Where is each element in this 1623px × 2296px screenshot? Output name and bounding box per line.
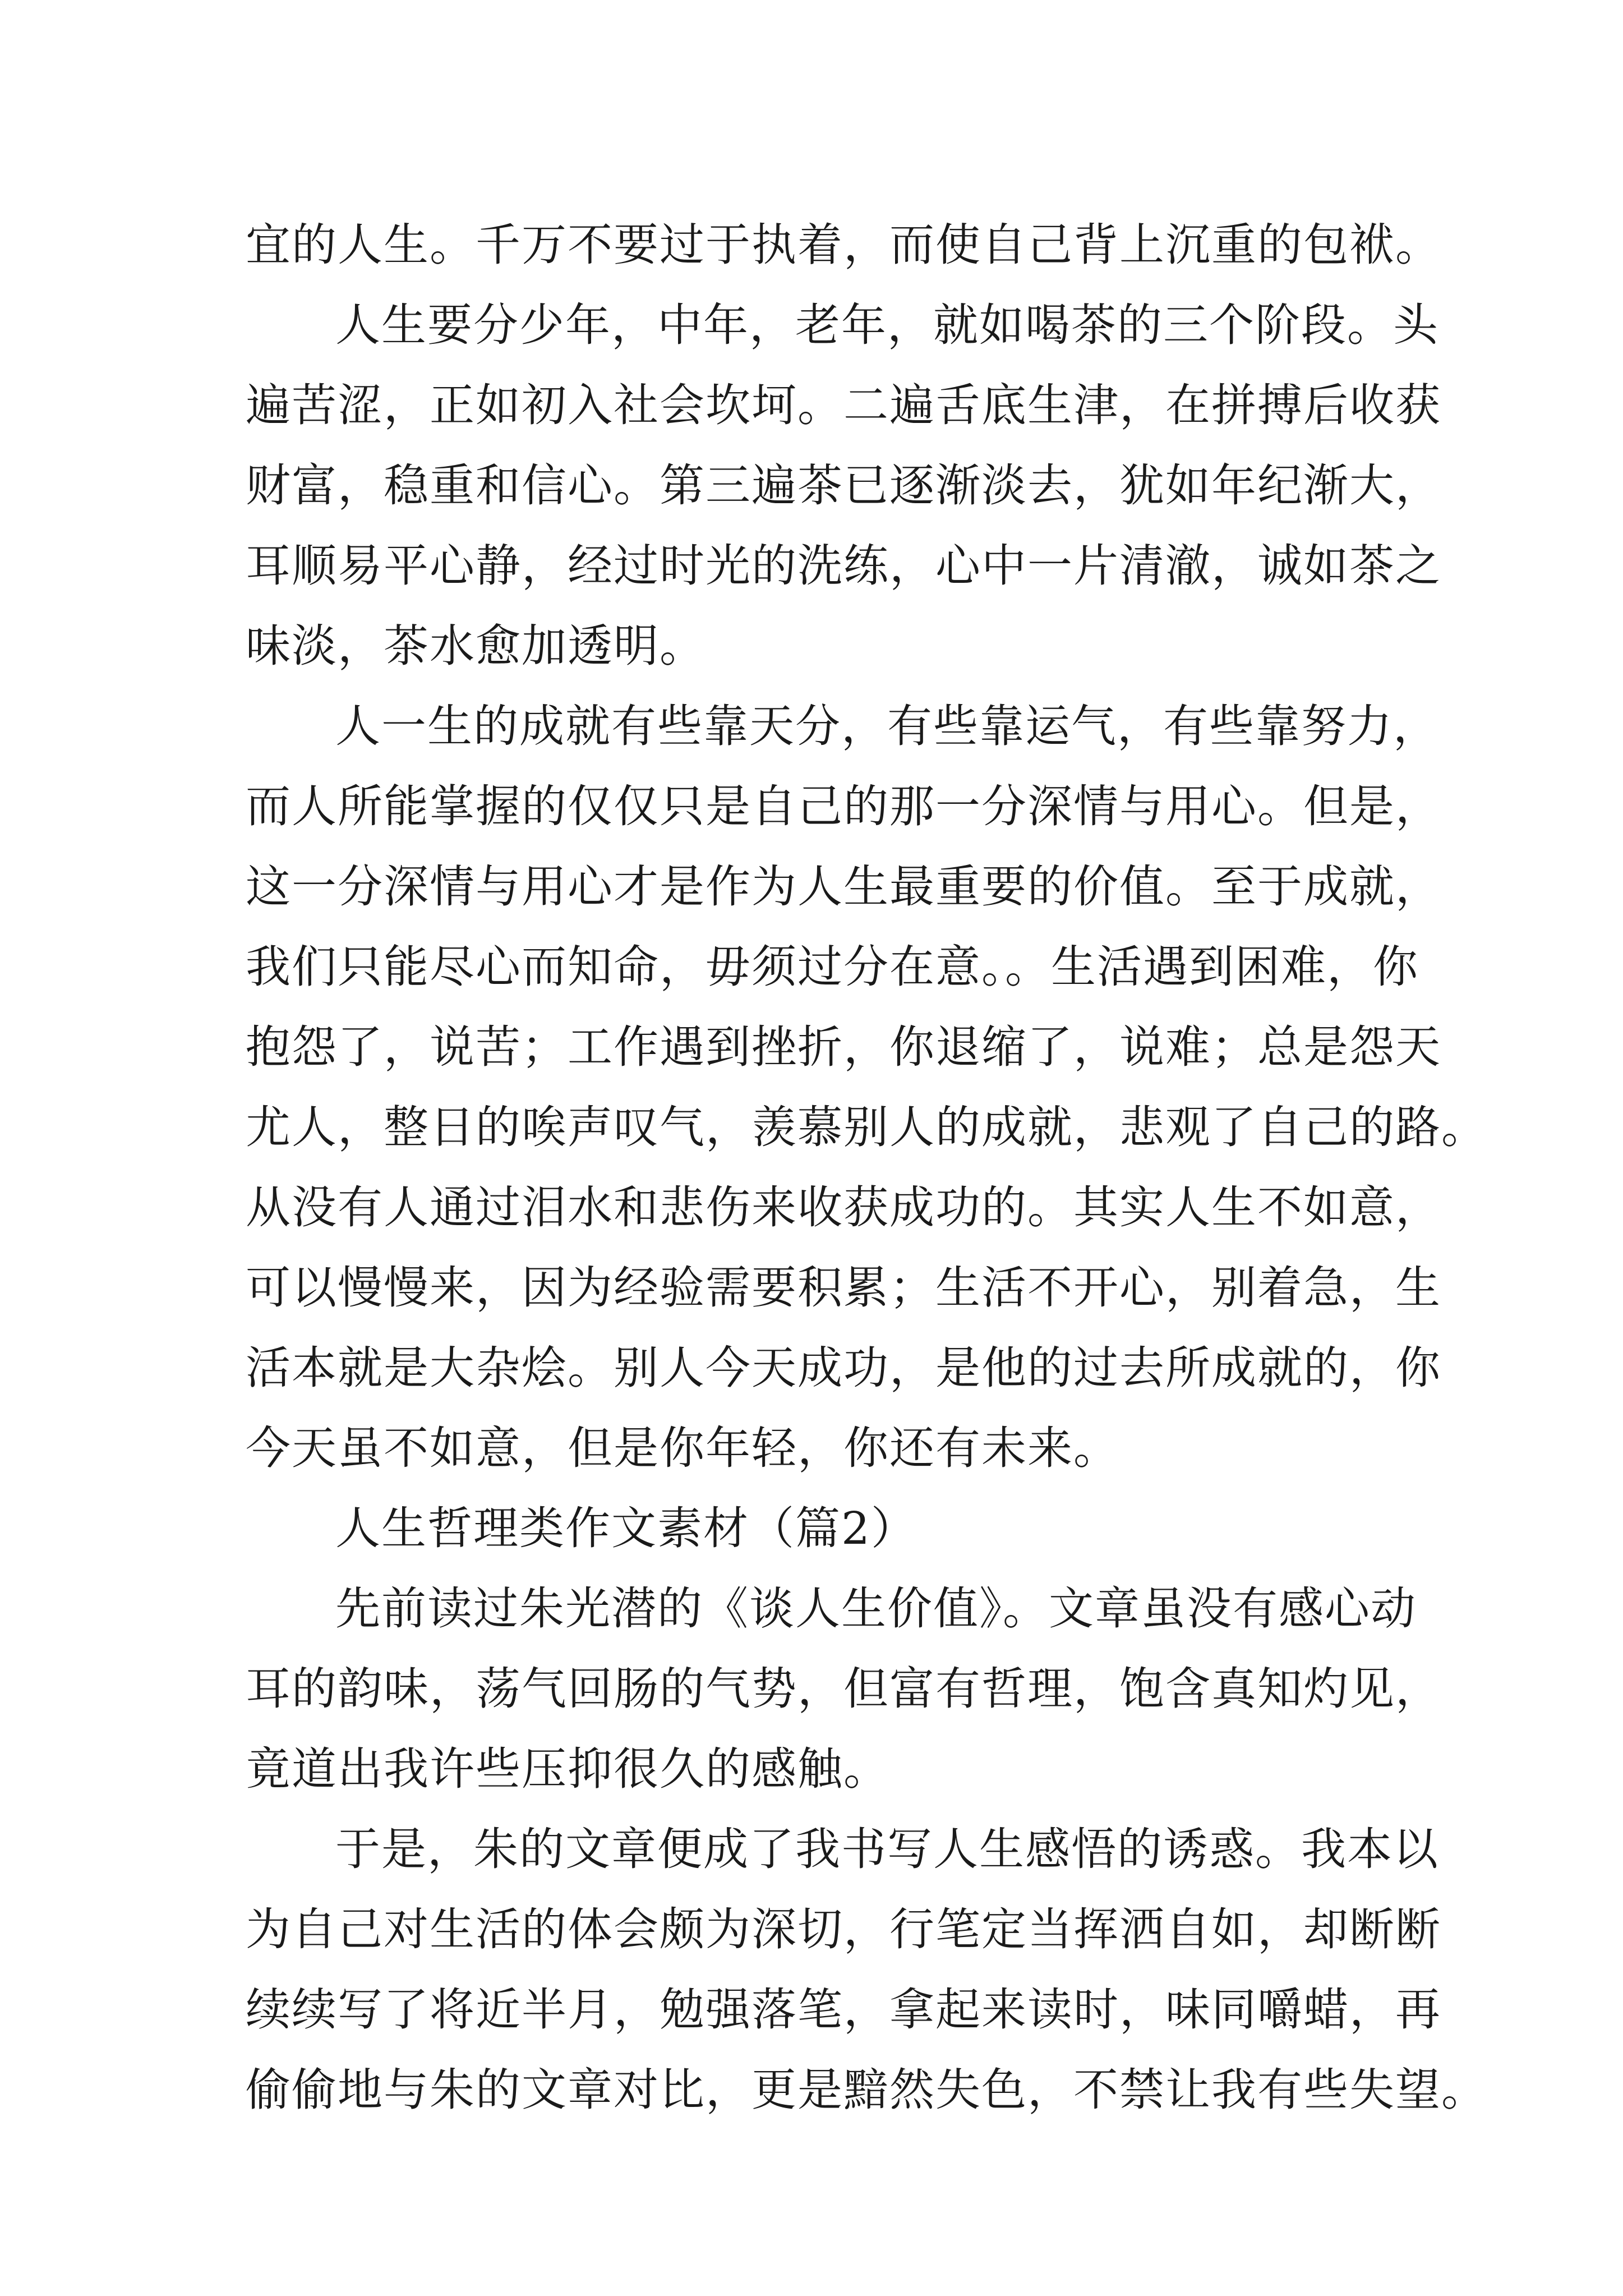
text-line: 续续写了将近半月，勉强落笔，拿起来读时，味同嚼蜡，再 xyxy=(246,1984,1441,2036)
text-line: 偷偷地与朱的文章对比，更是黯然失色，不禁让我有些失望。 xyxy=(246,2064,1487,2116)
text-line: 宜的人生。千万不要过于执着，而使自己背上沉重的包袱。 xyxy=(246,219,1441,271)
text-line: 于是，朱的文章便成了我书写人生感悟的诱惑。我本以 xyxy=(335,1823,1439,1875)
text-line: 尤人，整日的唉声叹气，羡慕别人的成就，悲观了自己的路。 xyxy=(246,1101,1487,1153)
text-line: 这一分深情与用心才是作为人生最重要的价值。至于成就， xyxy=(246,861,1441,913)
section-heading: 人生哲理类作文素材（篇2） xyxy=(335,1502,917,1554)
text-line: 财富，稳重和信心。第三遍茶已逐渐淡去，犹如年纪渐大， xyxy=(246,459,1441,512)
text-line: 为自己对生活的体会颇为深切，行笔定当挥洒自如，却断断 xyxy=(246,1903,1441,1955)
text-line: 遍苦涩，正如初入社会坎坷。二遍舌底生津，在拼搏后收获 xyxy=(246,379,1441,431)
text-line: 先前读过朱光潜的《谈人生价值》。文章虽没有感心动 xyxy=(335,1582,1417,1635)
text-line: 我们只能尽心而知命，毋须过分在意。。生活遇到困难，你 xyxy=(246,941,1419,993)
text-line: 而人所能掌握的仅仅只是自己的那一分深情与用心。但是， xyxy=(246,780,1441,832)
text-line: 味淡，茶水愈加透明。 xyxy=(246,620,706,672)
text-line: 人一生的成就有些靠天分，有些靠运气，有些靠努力， xyxy=(335,700,1439,752)
text-line: 抱怨了，说苦；工作遇到挫折，你退缩了，说难；总是怨天 xyxy=(246,1021,1441,1073)
text-line: 耳顺易平心静，经过时光的洗练，心中一片清澈，诚如茶之 xyxy=(246,540,1441,592)
text-line: 今天虽不如意，但是你年轻，你还有未来。 xyxy=(246,1422,1119,1474)
text-line: 活本就是大杂烩。别人今天成功，是他的过去所成就的，你 xyxy=(246,1342,1441,1394)
text-line: 可以慢慢来，因为经验需要积累；生活不开心，别着急，生 xyxy=(246,1262,1441,1314)
text-line: 人生要分少年，中年，老年，就如喝茶的三个阶段。头 xyxy=(335,299,1439,351)
document-body xyxy=(246,205,1487,2130)
text-line: 从没有人通过泪水和悲伤来收获成功的。其实人生不如意， xyxy=(246,1181,1441,1234)
text-line: 耳的韵味，荡气回肠的气势，但富有哲理，饱含真知灼见， xyxy=(246,1663,1441,1715)
text-line: 竟道出我许些压抑很久的感触。 xyxy=(246,1743,889,1795)
